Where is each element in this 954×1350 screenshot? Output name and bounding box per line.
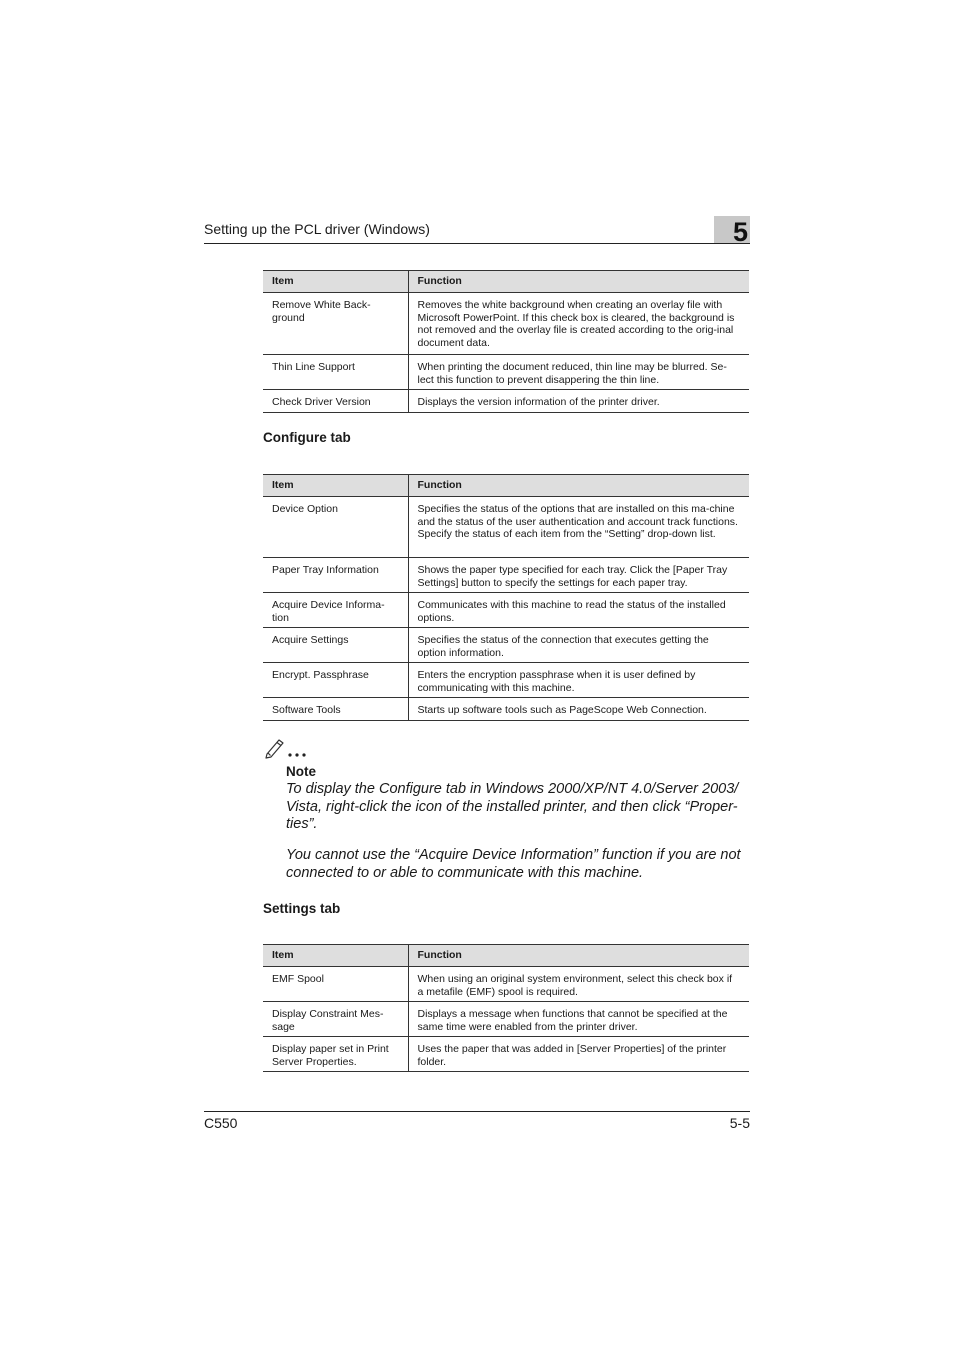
function-cell: When printing the document reduced, thin line may be blurred. Se-lect this function to prevent disappering the thin line.	[408, 355, 749, 390]
header-title: Setting up the PCL driver (Windows)	[204, 221, 430, 237]
function-cell: Specifies the status of the options that are installed on this ma-chine and the status of the user authentication and account track functions. Specify the status of each item from the “Setting” drop-down list.	[408, 497, 749, 558]
column-header-item: Item	[263, 475, 408, 497]
function-cell: Removes the white background when creating an overlay file with Microsoft PowerPoint. If this check box is cleared, the background is not removed and the overlay file is created according to the orig-inal document data.	[408, 293, 749, 355]
function-cell: Communicates with this machine to read the status of the installed options.	[408, 593, 749, 628]
item-cell: Display Constraint Mes- sage	[263, 1002, 408, 1037]
note-paragraph-configure: To display the Configure tab in Windows 2000/XP/NT 4.0/Server 2003/ Vista, right-click the icon of the installed printer, and then click “Proper-ties”.	[286, 781, 739, 832]
item-cell: Acquire Settings	[263, 628, 408, 663]
column-header-item: Item	[263, 945, 408, 967]
note-paragraph-acquire: You cannot use the “Acquire Device Information” function if you are not connected to or able to communicate with this machine.	[286, 847, 741, 881]
configure-tab-heading: Configure tab	[263, 430, 351, 445]
item-cell: EMF Spool	[263, 967, 408, 1002]
column-header-item: Item	[263, 271, 408, 293]
page-header	[204, 216, 750, 247]
item-cell: Encrypt. Passphrase	[263, 663, 408, 698]
column-header-function: Function	[408, 945, 749, 967]
item-cell: Display paper set in Print Server Properties.	[263, 1037, 408, 1072]
table-row	[263, 390, 749, 413]
table-row	[263, 1002, 749, 1037]
function-cell: Shows the paper type specified for each tray. Click the [Paper Tray Settings] button to specify the settings for each paper tray.	[408, 558, 749, 593]
table-row	[263, 1037, 749, 1072]
configure-tab-table	[263, 474, 749, 721]
chapter-number: 5	[732, 217, 748, 247]
note-label: Note	[286, 764, 316, 779]
chapter-tab	[714, 216, 750, 247]
function-cell: Specifies the status of the connection that executes getting the option information.	[408, 628, 749, 663]
item-cell: Paper Tray Information	[263, 558, 408, 593]
page-footer	[204, 1111, 750, 1131]
table-row	[263, 967, 749, 1002]
table-row	[263, 497, 749, 558]
function-cell: Enters the encryption passphrase when it is user defined by communicating with this machine.	[408, 663, 749, 698]
function-cell: When using an original system environment, select this check box if a metafile (EMF) spool is required.	[408, 967, 749, 1002]
table-header-row	[263, 271, 749, 293]
column-header-function: Function	[408, 271, 749, 293]
table-header-row	[263, 945, 749, 967]
settings-tab-heading: Settings tab	[263, 901, 341, 916]
table-row	[263, 593, 749, 628]
general-functions-table	[263, 270, 749, 413]
item-cell: Acquire Device Informa- tion	[263, 593, 408, 628]
item-cell: Software Tools	[263, 698, 408, 721]
function-cell: Uses the paper that was added in [Server Properties] of the printer folder.	[408, 1037, 749, 1072]
function-cell: Displays the version information of the printer driver.	[408, 390, 749, 413]
table-row	[263, 355, 749, 390]
settings-tab-table	[263, 944, 749, 1072]
table-header-row	[263, 475, 749, 497]
footer-model: C550	[204, 1115, 238, 1131]
pencil-note-icon	[263, 734, 313, 760]
function-cell: Starts up software tools such as PageScope Web Connection.	[408, 698, 749, 721]
footer-page-number: 5-5	[729, 1115, 750, 1131]
item-cell: Check Driver Version	[263, 390, 408, 413]
item-cell: Remove White Back- ground	[263, 293, 408, 355]
item-cell: Device Option	[263, 497, 408, 558]
table-row	[263, 293, 749, 355]
item-cell: Thin Line Support	[263, 355, 408, 390]
column-header-function: Function	[408, 475, 749, 497]
table-row	[263, 698, 749, 721]
table-row	[263, 558, 749, 593]
function-cell: Displays a message when functions that cannot be specified at the same time were enabled from the printer driver.	[408, 1002, 749, 1037]
table-row	[263, 663, 749, 698]
table-row	[263, 628, 749, 663]
